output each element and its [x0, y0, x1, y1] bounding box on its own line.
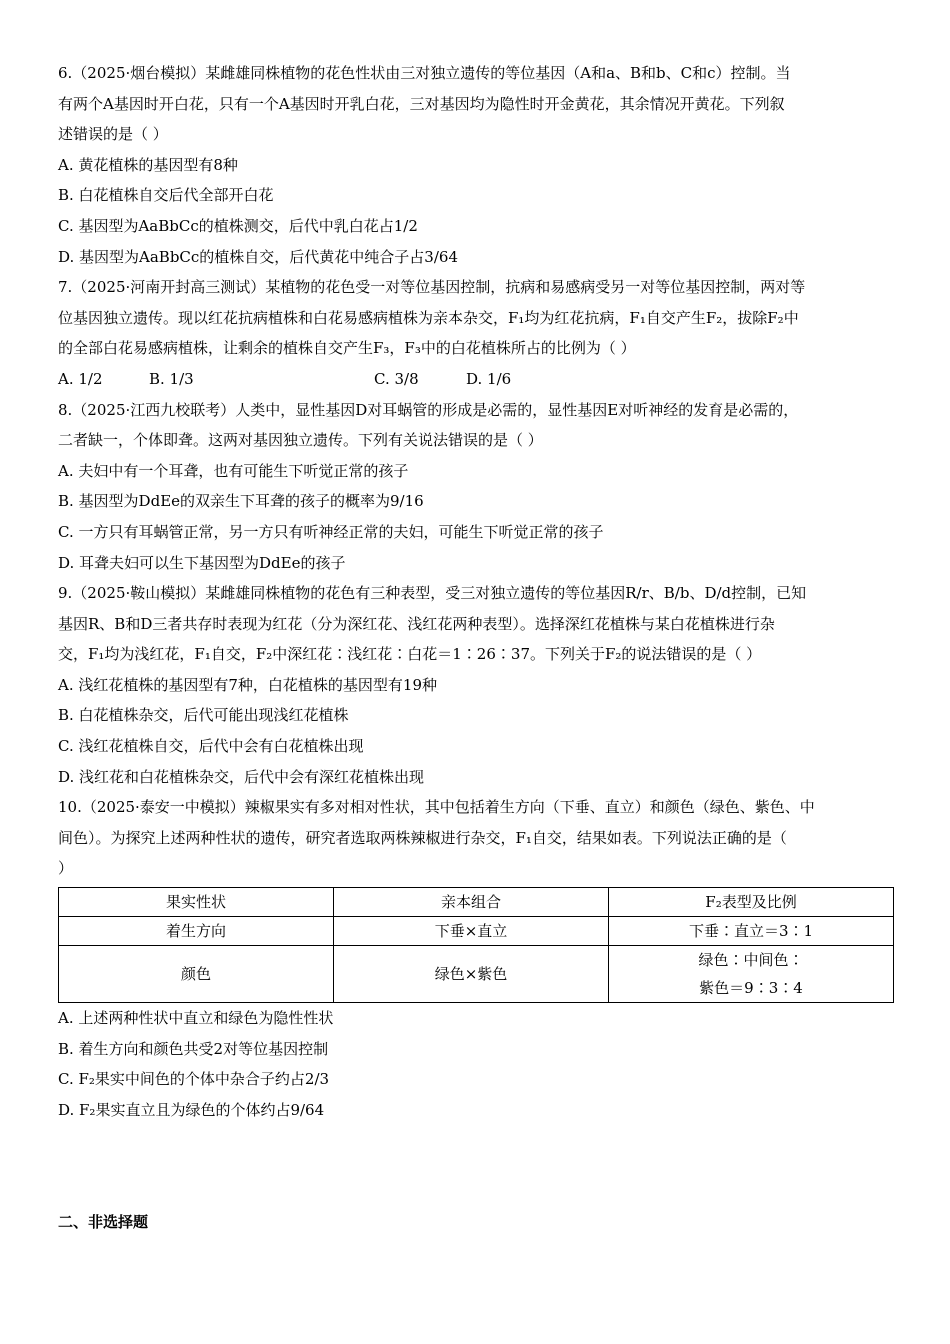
- question-9-stem-line-1: 9.（2025·鞍山模拟）某雌雄同株植物的花色有三种表型，受三对独立遗传的等位基因R/r、B/b、D/d控制，已知: [58, 584, 807, 603]
- question-10-option-d: D. F₂果实直立且为绿色的个体约占9/64: [58, 1100, 325, 1119]
- question-9-option-b: B. 白花植株杂交，后代可能出现浅红花植株: [58, 706, 349, 725]
- question-7-stem-line-3: 的全部白花易感病植株，让剩余的植株自交产生F₃，F₃中的白花植株所占的比例为（ ）: [58, 339, 636, 358]
- question-6-stem-line-1: 6.（2025·烟台模拟）某雌雄同株植物的花色性状由三对独立遗传的等位基因（A和a、B和b、C和c）控制。当: [58, 64, 791, 82]
- question-8-option-a: A. 夫妇中有一个耳聋，也有可能生下听觉正常的孩子: [58, 461, 409, 480]
- table-row: [59, 946, 894, 1003]
- question-9: [58, 578, 894, 792]
- question-6-option-a: A. 黄花植株的基因型有8种: [58, 155, 238, 174]
- question-8: [58, 395, 894, 579]
- table-cell-line: 绿色∶中间色∶: [698, 951, 804, 970]
- question-10-stem-line-3: ）: [58, 859, 74, 878]
- question-8-option-b: B. 基因型为DdEe的双亲生下耳聋的孩子的概率为9/16: [58, 492, 424, 511]
- question-6-stem-line-2: 有两个A基因时开白花，只有一个A基因时开乳白花，三对基因均为隐性时开金黄花，其余情况开黄花。下列叙: [58, 94, 785, 113]
- table-cell: 下垂∶直立＝3∶1: [609, 917, 894, 946]
- table-header-row: [59, 888, 894, 917]
- question-8-option-c: C. 一方只有耳蜗管正常，另一方只有听神经正常的夫妇，可能生下听觉正常的孩子: [58, 522, 604, 541]
- question-8-stem-line-2: 二者缺一，个体即聋。这两对基因独立遗传。下列有关说法错误的是（ ）: [58, 431, 543, 450]
- table-cell: 着生方向: [59, 917, 334, 946]
- question-7: [58, 272, 894, 394]
- question-9-option-c: C. 浅红花植株自交，后代中会有白花植株出现: [58, 737, 364, 756]
- question-6: [58, 58, 894, 272]
- question-7-stem-line-2: 位基因独立遗传。现以红花抗病植株和白花易感病植株为亲本杂交，F₁均为红花抗病，F₁自交产生F₂，拔除F₂中: [58, 308, 799, 327]
- question-8-stem-line-1: 8.（2025·江西九校联考）人类中，显性基因D对耳蜗管的形成是必需的，显性基因E对听神经的发育是必需的，: [58, 400, 799, 419]
- question-7-option-c: C. 3/8: [374, 369, 419, 388]
- question-10-option-c: C. F₂果实中间色的个体中杂合子约占2/3: [58, 1070, 330, 1089]
- table-cell: 颜色: [59, 946, 334, 1003]
- question-10-option-b: B. 着生方向和颜色共受2对等位基因控制: [58, 1039, 329, 1058]
- table-header-cell: 果实性状: [59, 888, 334, 917]
- question-6-option-d: D. 基因型为AaBbCc的植株自交，后代黄花中纯合子占3/64: [58, 247, 458, 266]
- table-cell-multiline: [609, 946, 894, 1003]
- question-page: [58, 58, 894, 1125]
- question-7-stem-line-1: 7.（2025·河南开封高三测试）某植物的花色受一对等位基因控制，抗病和易感病受另一对等位基因控制，两对等: [58, 278, 806, 297]
- question-10-stem-line-1: 10.（2025·泰安一中模拟）辣椒果实有多对相对性状，其中包括着生方向（下垂、直立）和颜色（绿色、紫色、中: [58, 798, 815, 817]
- question-7-option-b: B. 1/3: [149, 369, 194, 388]
- table-cell-line: 紫色＝9∶3∶4: [699, 979, 803, 998]
- question-6-option-b: B. 白花植株自交后代全部开白花: [58, 186, 274, 205]
- question-7-option-a: A. 1/2: [58, 369, 103, 388]
- table-cell: 绿色×紫色: [334, 946, 609, 1003]
- question-6-option-c: C. 基因型为AaBbCc的植株测交，后代中乳白花占1/2: [58, 216, 418, 235]
- question-8-option-d: D. 耳聋夫妇可以生下基因型为DdEe的孩子: [58, 553, 346, 572]
- table-cell: 下垂×直立: [334, 917, 609, 946]
- question-9-stem-line-2: 基因R、B和D三者共存时表现为红花（分为深红花、浅红花两种表型）。选择深红花植株与某白花植株进行杂: [58, 614, 775, 633]
- question-10: [58, 792, 894, 1125]
- question-9-option-a: A. 浅红花植株的基因型有7种，白花植株的基因型有19种: [58, 675, 438, 694]
- question-9-stem-line-3: 交，F₁均为浅红花，F₁自交，F₂中深红花∶浅红花∶白花＝1∶26∶37。下列关于F₂的说法错误的是（ ）: [58, 645, 762, 664]
- section-title: 二、非选择题: [58, 1213, 149, 1231]
- table-row: [59, 917, 894, 946]
- results-table: [58, 887, 894, 1003]
- question-7-option-d: D. 1/6: [466, 369, 512, 388]
- question-10-stem-line-2: 间色）。为探究上述两种性状的遗传，研究者选取两株辣椒进行杂交，F₁自交，结果如表。下列说法正确的是（: [58, 828, 787, 847]
- table-header-cell: F₂表型及比例: [609, 888, 894, 917]
- table-header-cell: 亲本组合: [334, 888, 609, 917]
- question-7-options: [58, 364, 894, 395]
- question-9-option-d: D. 浅红花和白花植株杂交，后代中会有深红花植株出现: [58, 767, 425, 786]
- question-6-stem-line-3: 述错误的是（ ）: [58, 125, 168, 144]
- question-10-option-a: A. 上述两种性状中直立和绿色为隐性性状: [58, 1009, 334, 1028]
